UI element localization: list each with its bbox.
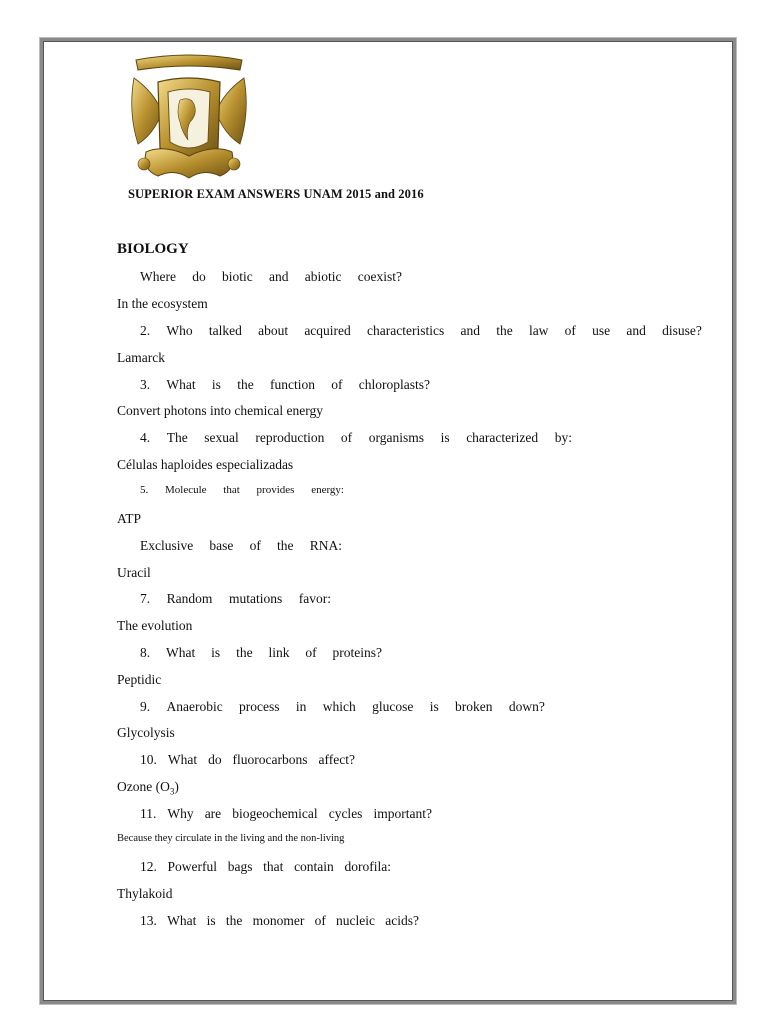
question-word: affect? [318, 752, 355, 767]
question-word: do [192, 269, 206, 284]
question-word: abiotic [304, 269, 342, 284]
question-8 [140, 645, 382, 661]
question-5 [140, 484, 344, 496]
question-word: 4. [140, 430, 151, 445]
question-word: monomer [252, 913, 305, 928]
question-word: reproduction [255, 430, 325, 445]
document-title: SUPERIOR EXAM ANSWERS UNAM 2015 and 2016 [128, 187, 424, 201]
question-word: 12. [140, 859, 157, 874]
question-word: contain [294, 859, 334, 874]
answer-7: The evolution [117, 618, 193, 633]
question-word: in [295, 699, 307, 714]
question-word: Exclusive [140, 538, 194, 553]
question-word: What [166, 645, 196, 660]
question-word: that [263, 859, 284, 874]
question-word: nucleic [336, 913, 376, 928]
question-word: is [211, 377, 221, 392]
answer-8: Peptidic [117, 672, 162, 687]
question-word: Where [140, 269, 176, 284]
question-13 [140, 913, 419, 929]
question-word: RNA: [309, 538, 342, 553]
question-word: by: [554, 430, 572, 445]
question-word: organisms [368, 430, 425, 445]
question-word: chloroplasts? [358, 377, 430, 392]
question-word: link [268, 645, 290, 660]
question-word: acids? [385, 913, 419, 928]
question-6 [140, 538, 342, 554]
question-word: 5. [140, 484, 149, 496]
question-word: 3. [140, 377, 151, 392]
question-word: the [237, 377, 254, 392]
question-word: and [626, 323, 646, 338]
question-word: is [211, 645, 221, 660]
question-word: cycles [328, 806, 363, 821]
question-word: is [429, 699, 439, 714]
question-word: 9. [140, 699, 151, 714]
question-word: energy: [311, 484, 344, 496]
question-word: the [277, 538, 294, 553]
question-word: favor: [298, 591, 331, 606]
unam-seal-logo [124, 52, 254, 187]
answer-12: Thylakoid [117, 886, 173, 901]
question-word: acquired [304, 323, 351, 338]
question-word: are [204, 806, 222, 821]
answer-3: Convert photons into chemical energy [117, 403, 323, 418]
question-word: glucose [372, 699, 414, 714]
question-word: and [268, 269, 289, 284]
question-word: base [209, 538, 234, 553]
answer-2: Lamarck [117, 350, 165, 365]
question-word: fluorocarbons [232, 752, 308, 767]
question-word: which [322, 699, 356, 714]
question-word: The [166, 430, 188, 445]
answer-1: In the ecosystem [117, 296, 208, 311]
answer-9: Glycolysis [117, 725, 175, 740]
question-word: and [460, 323, 480, 338]
question-word: broken [455, 699, 493, 714]
question-word: function [269, 377, 315, 392]
question-word: use [592, 323, 611, 338]
question-word: of [305, 645, 317, 660]
answer-11: Because they circulate in the living and the non-living [117, 833, 345, 844]
question-11 [140, 806, 432, 822]
question-word: provides [256, 484, 295, 496]
question-word: dorofila: [344, 859, 391, 874]
answer-5: ATP [117, 511, 142, 526]
question-word: bags [227, 859, 253, 874]
question-word: Random [166, 591, 213, 606]
question-word: Molecule [165, 484, 207, 496]
question-word: disuse? [662, 323, 702, 338]
question-word: that [223, 484, 240, 496]
question-word: characterized [466, 430, 539, 445]
question-word: the [225, 913, 243, 928]
question-word: What [166, 377, 196, 392]
question-word: 2. [140, 323, 151, 338]
question-word: of [249, 538, 261, 553]
question-word: talked [208, 323, 242, 338]
question-word: of [340, 430, 353, 445]
question-3 [140, 377, 430, 393]
question-word: biotic [221, 269, 253, 284]
question-word: of [314, 913, 326, 928]
question-4 [140, 430, 572, 446]
question-word: law [528, 323, 549, 338]
question-word: 11. [140, 806, 157, 821]
question-word: biogeochemical [232, 806, 318, 821]
question-word: characteristics [367, 323, 445, 338]
question-word: Anaerobic [166, 699, 223, 714]
answer-10: Ozone $(O_3)$ [117, 779, 179, 797]
question-word: is [440, 430, 450, 445]
question-word: of [331, 377, 343, 392]
question-word: the [236, 645, 253, 660]
question-12 [140, 859, 391, 875]
question-word: is [206, 913, 216, 928]
question-word: proteins? [332, 645, 382, 660]
question-word: of [564, 323, 576, 338]
question-9 [140, 699, 545, 715]
question-word: mutations [228, 591, 283, 606]
question-10 [140, 752, 355, 768]
question-word: about [258, 323, 289, 338]
question-word: Powerful [167, 859, 218, 874]
answer-6: Uracil [117, 565, 151, 580]
question-word: important? [373, 806, 432, 821]
question-word: coexist? [357, 269, 402, 284]
question-word: do [208, 752, 222, 767]
question-word: process [239, 699, 280, 714]
question-2 [140, 323, 702, 339]
question-1 [140, 269, 402, 285]
question-word: sexual [204, 430, 239, 445]
question-word: 13. [140, 913, 157, 928]
question-word: 10. [140, 752, 157, 767]
question-word: 8. [140, 645, 151, 660]
answer-4: Células haploides especializadas [117, 457, 294, 472]
question-word: 7. [140, 591, 151, 606]
question-word: down? [508, 699, 545, 714]
question-word: What [167, 752, 198, 767]
question-word: Why [167, 806, 194, 821]
question-word: What [167, 913, 197, 928]
section-title: BIOLOGY [117, 241, 189, 257]
question-word: the [496, 323, 513, 338]
question-7 [140, 591, 331, 607]
question-word: Who [166, 323, 193, 338]
